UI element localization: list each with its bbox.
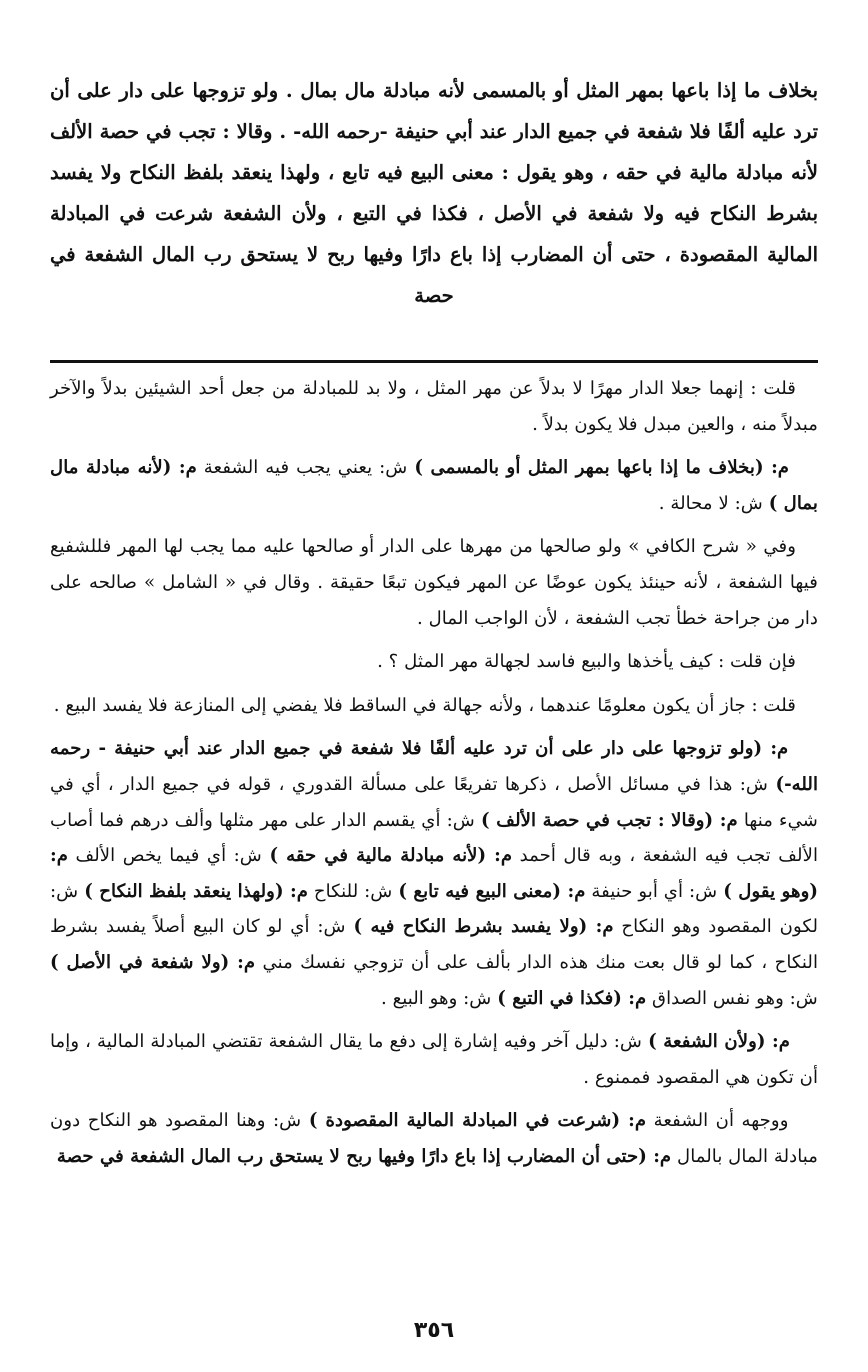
main-text-block: بخلاف ما إذا باعها بمهر المثل أو بالمسمى لأنه مبادلة مال بمال . ولو تزوجها على دار على أن ترد عليه ألفًا فلا شفعة في جميع الدار عند أبي حنيفة -رحمه الله- . وقالا : تجب في حصة الألف لأنه مبادلة مالية في حقه ، وهو يقول : معنى البيع فيه تابع ، ولهذا ينعقد بلفظ النكاح ولا يفسد بشرط النكاح فيه ولا شفعة في الأصل ، فكذا في التبع ، ولأن الشفعة شرعت في المبادلة المالية المقصودة ، حتى أن المضارب إذا باع دارًا وفيها ربح لا يستحق رب المال الشفعة في حصة bbox=[50, 79, 818, 307]
sharh-text: ش: لكون المقصود وهو النكاح bbox=[50, 880, 819, 938]
commentary-block bbox=[50, 371, 818, 1174]
sharh-text: ش: أي لو كان البيع أصلاً يفسد بشرط النكاح ، كما لو قال بعت منك هذه الدار بألف على أن تزوجي نفسك مني bbox=[50, 916, 818, 973]
matn-quote: م: (حتى أن المضارب إذا باع دارًا وفيها ربح لا يستحق رب المال الشفعة في حصة bbox=[56, 1145, 672, 1167]
matn-quote: م: (ولو تزوجها على دار على أن ترد عليه ألفًا فلا شفعة في جميع الدار عند أبي حنيفة - رحمه الله-) bbox=[50, 738, 819, 795]
commentary-paragraph-6 bbox=[50, 731, 818, 1016]
section-divider bbox=[50, 360, 818, 363]
matn-quote: م: (ولأن الشفعة ) bbox=[648, 1031, 790, 1053]
sharh-text: ش: وهو البيع . bbox=[381, 987, 498, 1009]
sharh-text: ش: وهنا المقصود هو النكاح دون مبادلة المال بالمال bbox=[50, 1110, 818, 1167]
matn-quote: م: (معنى البيع فيه تابع ) bbox=[398, 880, 586, 902]
sharh-text: ش: أي فيما يخص الألف bbox=[67, 845, 270, 867]
sharh-text: ش: دليل آخر وفيه إشارة إلى دفع ما يقال الشفعة تقتضي المبادلة المالية ، وإما أن تكون هي المقصود فممنوع . bbox=[50, 1031, 818, 1088]
commentary-paragraph-3: وفي « شرح الكافي » ولو صالحها من مهرها على الدار أو صالحها عليه مما يجب لها المهر فللشفيع فيها الشفعة ، لأنه حينئذ يكون عوضًا عن المهر فيكون تبعًا حقيقة . وقال في « الشامل » صالحه على دار من جراحة خطأ تجب الشفعة ، لأن الواجب المال . bbox=[50, 536, 818, 629]
matn-quote: م: (بخلاف ما إذا باعها بمهر المثل أو بالمسمى ) bbox=[414, 457, 790, 479]
matn-quote: م: (لأنه مبادلة مال بمال ) bbox=[50, 457, 818, 514]
matn-quote: م: (وهو يقول ) bbox=[50, 845, 818, 902]
commentary-paragraph-1: قلت : إنهما جعلا الدار مهرًا لا بدلاً عن مهر المثل ، ولا بد للمبادلة من جعل أحد الشيئين بدلاً والآخر مبدلاً منه ، والعين مبدل فلا يكون بدلاً . bbox=[50, 378, 818, 435]
matn-quote: م: (ولا شفعة في الأصل ) bbox=[50, 951, 256, 973]
sharh-text: ش: وهو نفس الصداق bbox=[646, 987, 818, 1009]
matn-quote: م: (شرعت في المبادلة المالية المقصودة ) bbox=[308, 1110, 647, 1132]
matn-quote: م: (فكذا في التبع ) bbox=[497, 987, 647, 1009]
sharh-text: ش: هذا في مسائل الأصل ، ذكرها تفريعًا على مسألة القدوري ، قوله في جميع الدار ، أي في شيء منها bbox=[50, 773, 818, 831]
sharh-text: ووجهه أن الشفعة bbox=[646, 1110, 789, 1132]
commentary-paragraph-7 bbox=[50, 1024, 818, 1095]
sharh-text: ش: أي أبو حنيفة bbox=[585, 880, 724, 902]
sharh-text: ش: للنكاح bbox=[307, 880, 399, 902]
commentary-paragraph-8 bbox=[50, 1103, 818, 1174]
matn-quote: م: (وقالا : تجب في حصة الألف ) bbox=[481, 809, 738, 831]
commentary-paragraph-5: قلت : جاز أن يكون معلومًا عندهما ، ولأنه جهالة في الساقط فلا يفضي إلى المنازعة فلا يفسد البيع . bbox=[53, 694, 796, 716]
commentary-paragraph-4: فإن قلت : كيف يأخذها والبيع فاسد لجهالة مهر المثل ؟ . bbox=[377, 651, 796, 673]
commentary-paragraph-2 bbox=[50, 450, 818, 521]
matn-quote: م: (ولا يفسد بشرط النكاح فيه ) bbox=[353, 916, 614, 938]
page-number: ٣٥٦ bbox=[413, 1318, 455, 1343]
sharh-text: ش: لا محالة . bbox=[658, 492, 769, 514]
matn-quote: م: (لأنه مبادلة مالية في حقه ) bbox=[269, 845, 513, 867]
matn-quote: م: (ولهذا ينعقد بلفظ النكاح ) bbox=[84, 880, 308, 902]
sharh-text: ش: يعني يجب فيه الشفعة bbox=[196, 457, 415, 479]
sharh-text: ش: أي يقسم الدار على مهر مثلها وألف درهم فما أصاب الألف تجب فيه الشفعة ، وبه قال أحمد bbox=[50, 809, 818, 867]
